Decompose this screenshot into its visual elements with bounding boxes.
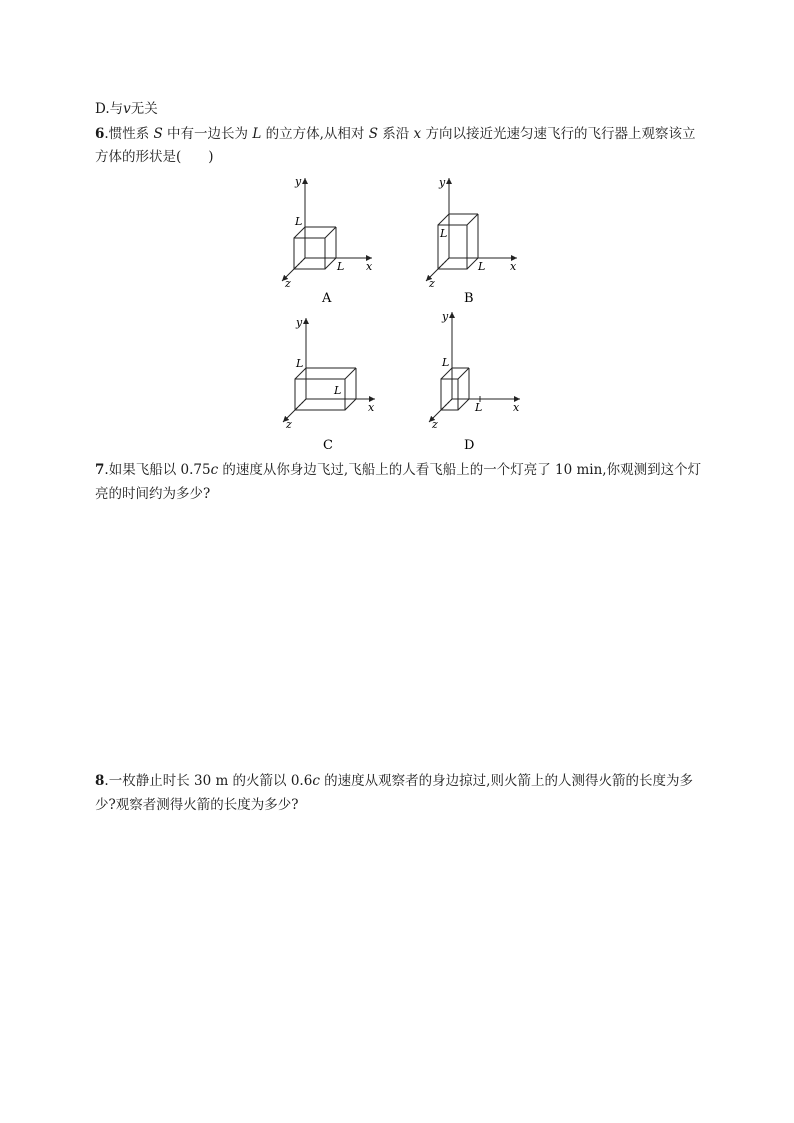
- fig-c-z-label: z: [286, 418, 292, 431]
- q8-var-c: c: [312, 773, 320, 789]
- q6-line2: 方体的形状是( ): [95, 149, 214, 165]
- fig-b-l-vert: L: [440, 227, 448, 240]
- q6-text-a: .惯性系: [104, 126, 154, 142]
- fig-c-l-vert: L: [296, 357, 304, 370]
- fig-c-x-label: x: [368, 401, 375, 414]
- q6-text-c: 的立方体,从相对: [261, 126, 369, 142]
- option-d-prefix: D.与: [95, 101, 124, 117]
- q8-number: 8: [95, 773, 105, 789]
- q6-var-s2: S: [368, 126, 378, 142]
- q7-line2: 亮的时间约为多少?: [95, 486, 211, 502]
- q7-text-b: 的速度从你身边飞过,飞船上的人看飞船上的一个灯亮了 10 min,你观测到这个灯: [218, 462, 702, 478]
- q7-text-a: .如果飞船以 0.75: [104, 462, 211, 478]
- q7-line1: [95, 460, 701, 480]
- fig-c-l-horiz: L: [334, 384, 342, 397]
- fig-a-label: A: [322, 291, 332, 306]
- fig-c-y-label: y: [296, 316, 303, 329]
- fig-b-l-horiz: L: [478, 260, 486, 273]
- q6-text-b: 中有一边长为: [162, 126, 253, 142]
- q6-text-e: 方向以接近光速匀速飞行的飞行器上观察该立: [421, 126, 696, 142]
- fig-d-l-vert: L: [442, 356, 450, 369]
- q8-line1: [95, 771, 693, 791]
- q6-text-d: 系沿: [377, 126, 414, 142]
- q8-text-b: 的速度从观察者的身边掠过,则火箭上的人测得火箭的长度为多: [319, 773, 693, 789]
- q6-var-s1: S: [153, 126, 163, 142]
- fig-d-l-horiz: L: [475, 401, 483, 414]
- figure-c: [283, 318, 375, 422]
- q8-line2: 少?观察者测得火箭的长度为多少?: [95, 797, 299, 813]
- fig-b-y-label: y: [439, 176, 446, 189]
- fig-d-label: D: [464, 438, 475, 453]
- cube-figures: [0, 0, 794, 460]
- q7-var-c: c: [210, 462, 219, 478]
- q7-number: 7: [95, 462, 105, 478]
- q8-text-a: .一枚静止时长 30 m 的火箭以 0.6: [104, 773, 313, 789]
- fig-a-x-label: x: [366, 260, 373, 273]
- q6-var-x: x: [413, 126, 422, 142]
- fig-c-label: C: [323, 438, 333, 453]
- fig-d-x-label: x: [513, 401, 520, 414]
- figure-a: [282, 178, 372, 281]
- fig-b-z-label: z: [429, 277, 435, 290]
- option-d-var: v: [123, 101, 131, 117]
- fig-b-x-label: x: [510, 260, 517, 273]
- q6-var-l: L: [252, 126, 262, 142]
- option-d-suffix: 无关: [130, 101, 158, 117]
- fig-a-l-horiz: L: [337, 260, 345, 273]
- fig-a-l-vert: L: [295, 215, 303, 228]
- fig-d-y-label: y: [442, 310, 449, 323]
- fig-b-label: B: [464, 291, 474, 306]
- fig-d-z-label: z: [432, 418, 438, 431]
- q6-number: 6: [95, 126, 105, 142]
- fig-a-y-label: y: [295, 175, 302, 188]
- fig-a-z-label: z: [285, 277, 291, 290]
